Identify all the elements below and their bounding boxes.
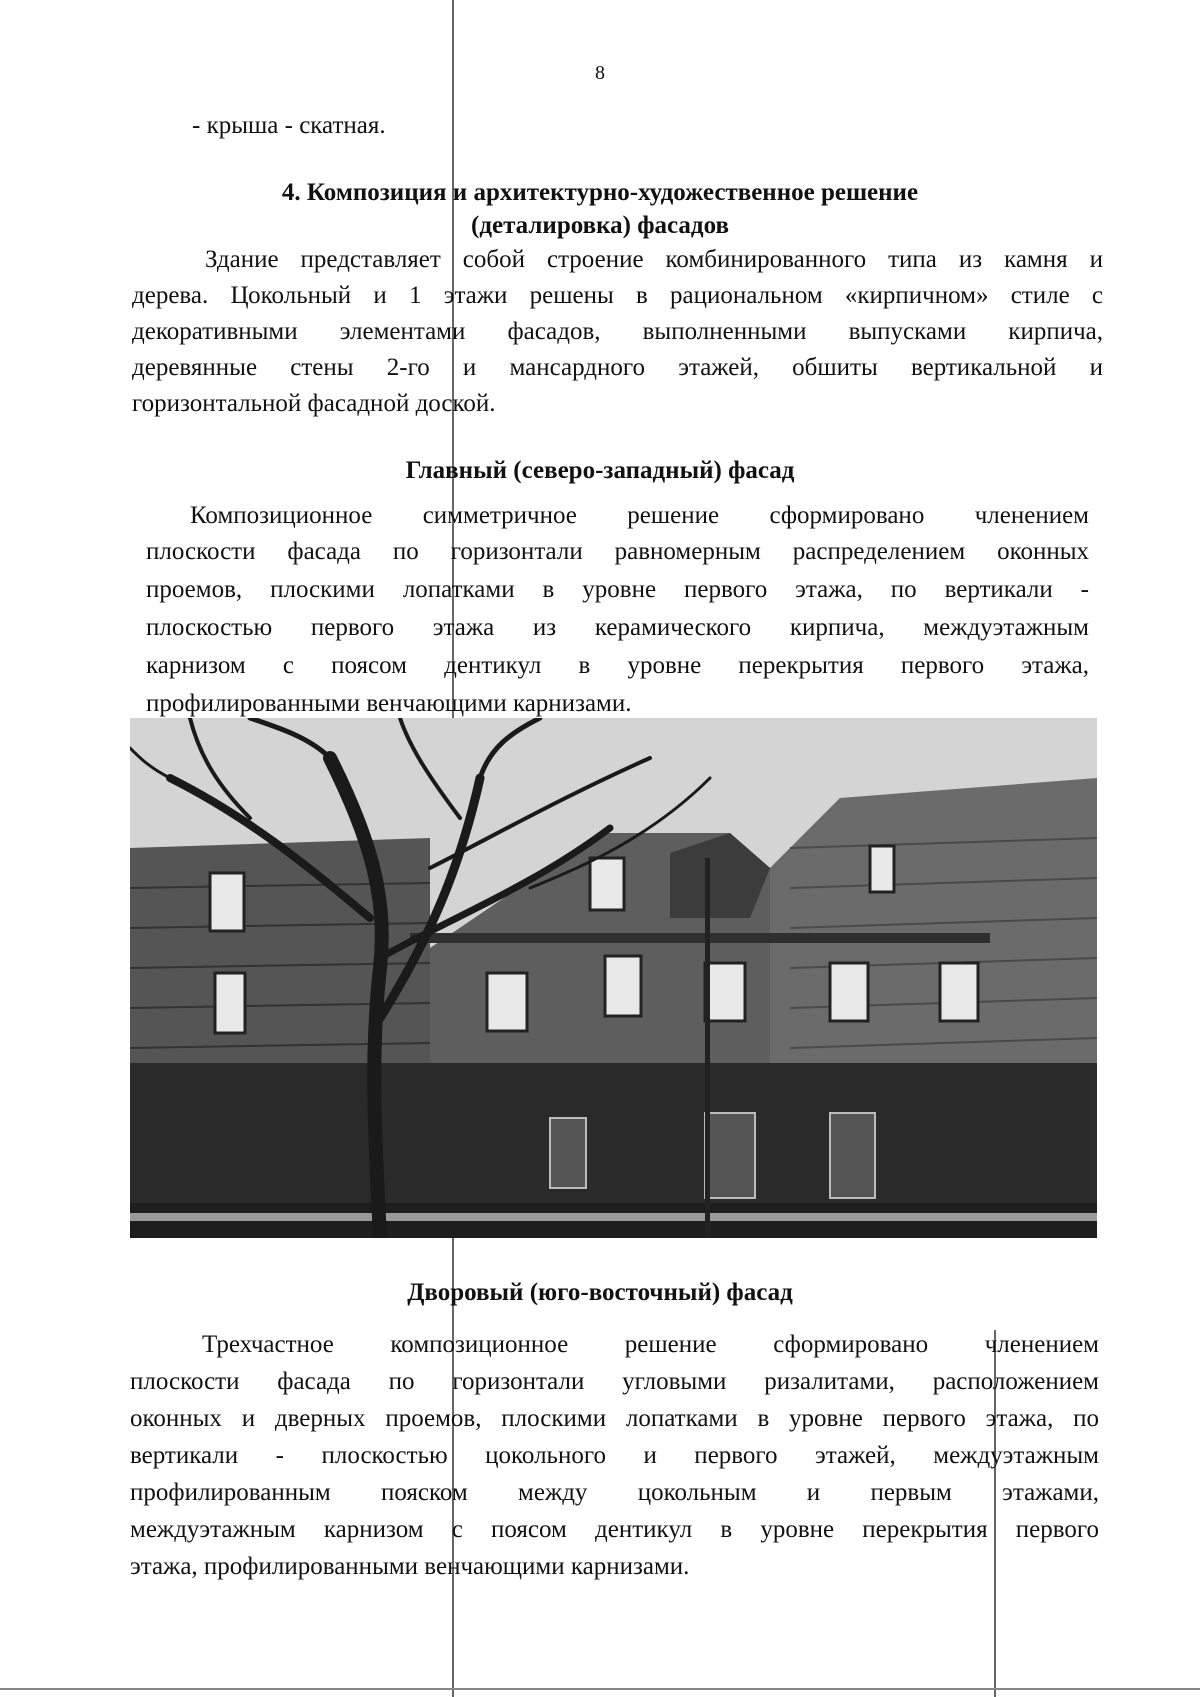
page-number: 8	[595, 62, 605, 84]
building-photo	[130, 718, 1097, 1238]
intro-line: - крыша - скатная.	[192, 112, 386, 139]
main-facade-title: Главный (северо-западный) фасад	[405, 457, 795, 484]
paragraph-line: оконных и дверных проемов, плоскими лопатками в уровне первого этажа, по	[130, 1405, 1099, 1432]
paragraph-line: Здание представляет собой строение комбинированного типа из камня и	[205, 246, 1103, 273]
paragraph-line: профилированным пояском между цокольным и первым этажами,	[130, 1479, 1099, 1506]
paragraph-line: проемов, плоскими лопатками в уровне первого этажа, по вертикали -	[146, 576, 1089, 603]
paragraph-line: Композиционное симметричное решение сформировано членением	[190, 502, 1089, 529]
paragraph-line: этажа, профилированными венчающими карнизами.	[130, 1553, 690, 1580]
section-title-line-2: (деталировка) фасадов	[471, 212, 729, 239]
paragraph-line: вертикали - плоскостью цокольного и первого этажей, междуэтажным	[130, 1442, 1099, 1469]
paragraph-line: горизонтальной фасадной доской.	[132, 390, 496, 417]
scan-bottom-line	[0, 1688, 1200, 1690]
paragraph-line: междуэтажным карнизом с поясом дентикул в уровне перекрытия первого	[130, 1516, 1099, 1543]
paragraph-line: дерева. Цокольный и 1 этажи решены в рациональном «кирпичном» стиле с	[132, 282, 1103, 309]
section-title-line-1: 4. Композиция и архитектурно-художественное решение	[281, 179, 919, 206]
paragraph-line: плоскости фасада по горизонтали угловыми ризалитами, расположением	[130, 1368, 1099, 1395]
courtyard-facade-title: Дворовый (юго-восточный) фасад	[407, 1279, 793, 1306]
paragraph-line: карнизом с поясом дентикул в уровне перекрытия первого этажа,	[146, 652, 1089, 679]
paragraph-line: деревянные стены 2-го и мансардного этажей, обшиты вертикальной и	[132, 354, 1103, 381]
paragraph-line: Трехчастное композиционное решение сформировано членением	[202, 1331, 1099, 1358]
paragraph-line: плоскостью первого этажа из керамического кирпича, междуэтажным	[146, 614, 1089, 641]
paragraph-line: плоскости фасада по горизонтали равномерным распределением оконных	[146, 538, 1089, 565]
paragraph-line: профилированными венчающими карнизами.	[146, 690, 632, 717]
building-photo-illustration	[130, 718, 1097, 1238]
paragraph-line: декоративными элементами фасадов, выполненными выпусками кирпича,	[132, 318, 1103, 345]
